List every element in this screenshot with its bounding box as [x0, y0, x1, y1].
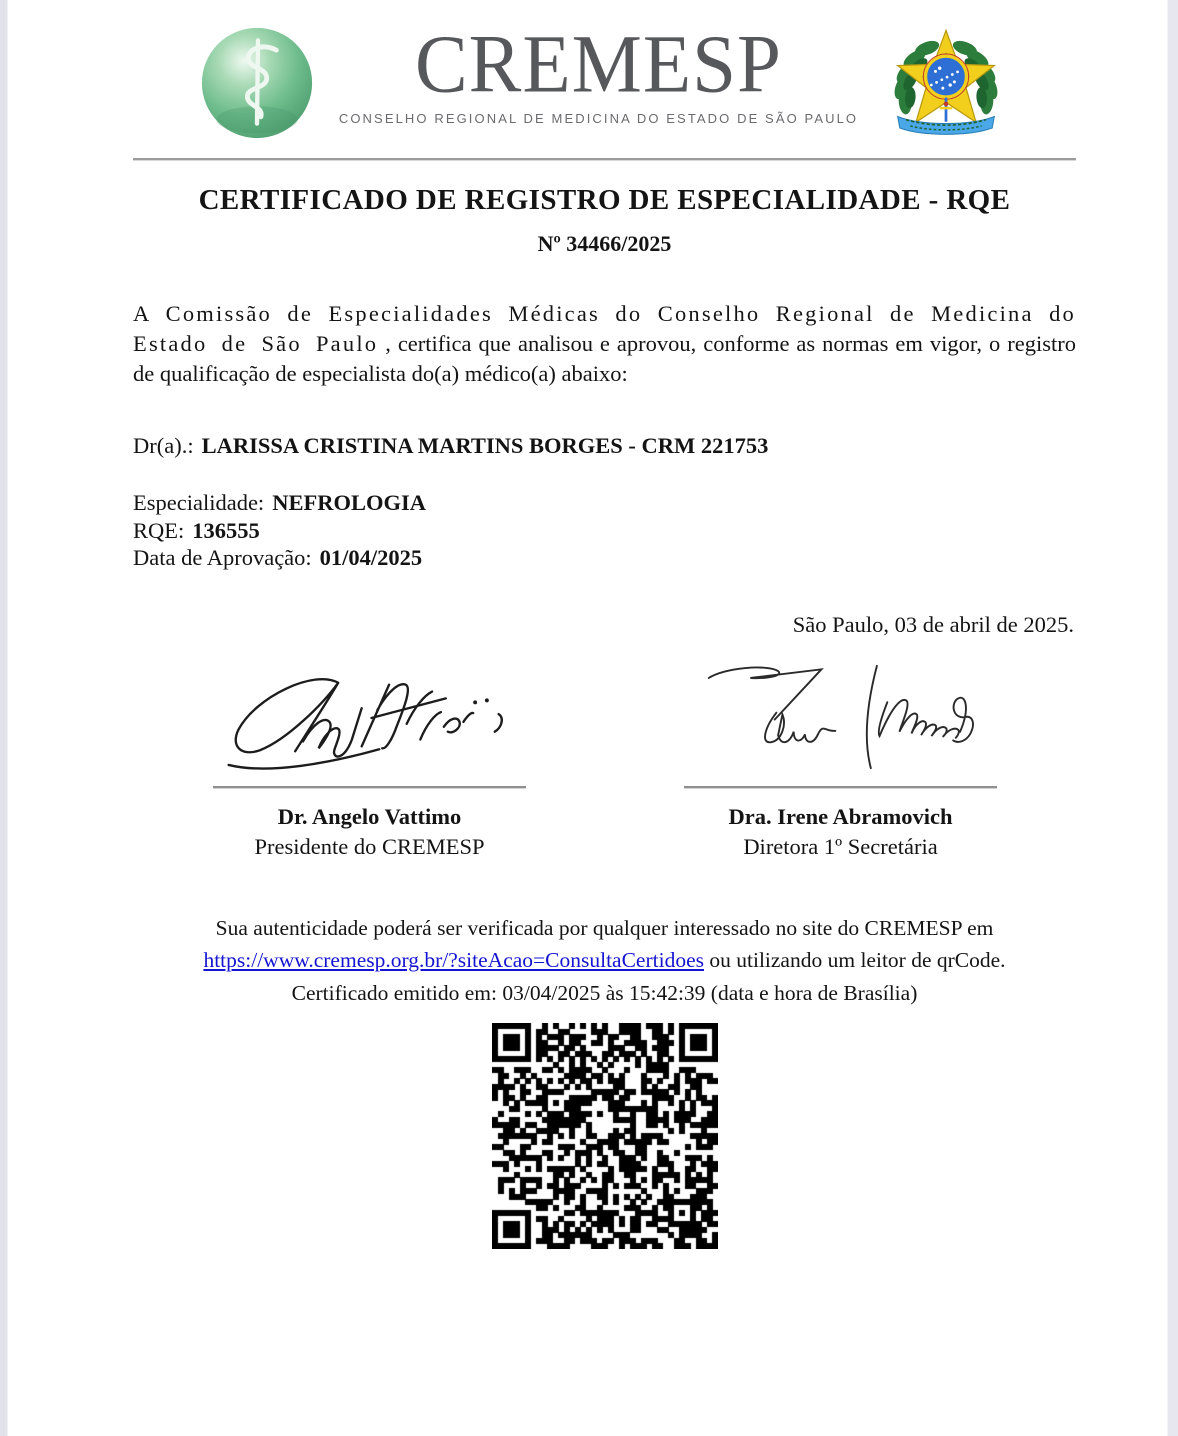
signer-title: Presidente do CREMESP — [254, 833, 485, 859]
doctor-line — [133, 433, 1076, 459]
brazil-coat-of-arms-icon — [882, 22, 1010, 148]
signer-name: Dr. Angelo Vattimo — [277, 803, 462, 829]
signature-block-secretary — [684, 652, 997, 862]
field-especialidade — [133, 489, 1076, 517]
qr-code — [492, 1023, 718, 1249]
signature-irene-abramovich-icon — [684, 652, 997, 782]
org-name: CREMESP — [414, 19, 782, 111]
field-label: RQE: — [133, 517, 185, 543]
verification-link[interactable]: https://www.cremesp.org.br/?siteAcao=ConsultaCertidoes — [203, 948, 704, 972]
signer-title: Diretora 1º Secretária — [743, 833, 938, 859]
field-value: 136555 — [192, 517, 260, 543]
signature-block-president — [213, 652, 526, 862]
certificate-title: CERTIFICADO DE REGISTRO DE ESPECIALIDADE - RQE — [198, 184, 1011, 216]
verification-line1: Sua autenticidade poderá ser verificada por qualquer interessado no site do CREMESP em — [215, 915, 994, 940]
field-data-aprovacao — [133, 544, 1076, 572]
field-value: 01/04/2025 — [319, 545, 423, 570]
certificate-number: Nº 34466/2025 — [537, 231, 672, 256]
issue-place-date: São Paulo, 03 de abril de 2025. — [792, 611, 1074, 637]
header-divider — [133, 158, 1076, 160]
org-subtitle: CONSELHO REGIONAL DE MEDICINA DO ESTADO DE SÃO PAULO — [338, 110, 859, 126]
scan-edge-right — [1167, 0, 1178, 1436]
signature-line — [684, 786, 997, 788]
field-value: NEFROLOGIA — [272, 490, 426, 515]
scan-edge-left — [0, 0, 8, 1436]
org-wordmark — [338, 19, 859, 126]
doctor-label: Dr(a).: — [133, 433, 194, 458]
intro-emphasized: A Comissão de Especialidades Médicas do Conselho Regional de Medicina do Estado de São Paulo — [133, 301, 1076, 356]
emission-line: Certificado emitido em: 03/04/2025 às 15:42:39 (data e hora de Brasília) — [291, 980, 918, 1005]
signatures — [133, 652, 1076, 862]
field-label: Data de Aprovação: — [133, 545, 312, 570]
verification-line2 — [133, 944, 1076, 977]
field-rqe — [133, 517, 1076, 545]
signer-name: Dra. Irene Abramovich — [728, 803, 953, 829]
field-label: Especialidade: — [133, 490, 265, 515]
intro-paragraph — [133, 299, 1076, 389]
verification-line2-tail: ou utilizando um leitor de qrCode. — [704, 948, 1006, 972]
signature-line — [213, 786, 526, 788]
cremesp-logo-icon — [199, 24, 315, 142]
doctor-name: LARISSA CRISTINA MARTINS BORGES - CRM 221753 — [201, 433, 769, 458]
verification-note — [133, 912, 1076, 1010]
header — [133, 0, 1076, 148]
intro-rest: , certifica que analisou e aprovou, conforme as normas em vigor, o registro de qualificação de especialista do(a) médico(a) abaixo: — [133, 331, 1077, 386]
specialty-fields — [133, 489, 1076, 572]
signature-angelo-vattimo-icon — [213, 652, 526, 782]
